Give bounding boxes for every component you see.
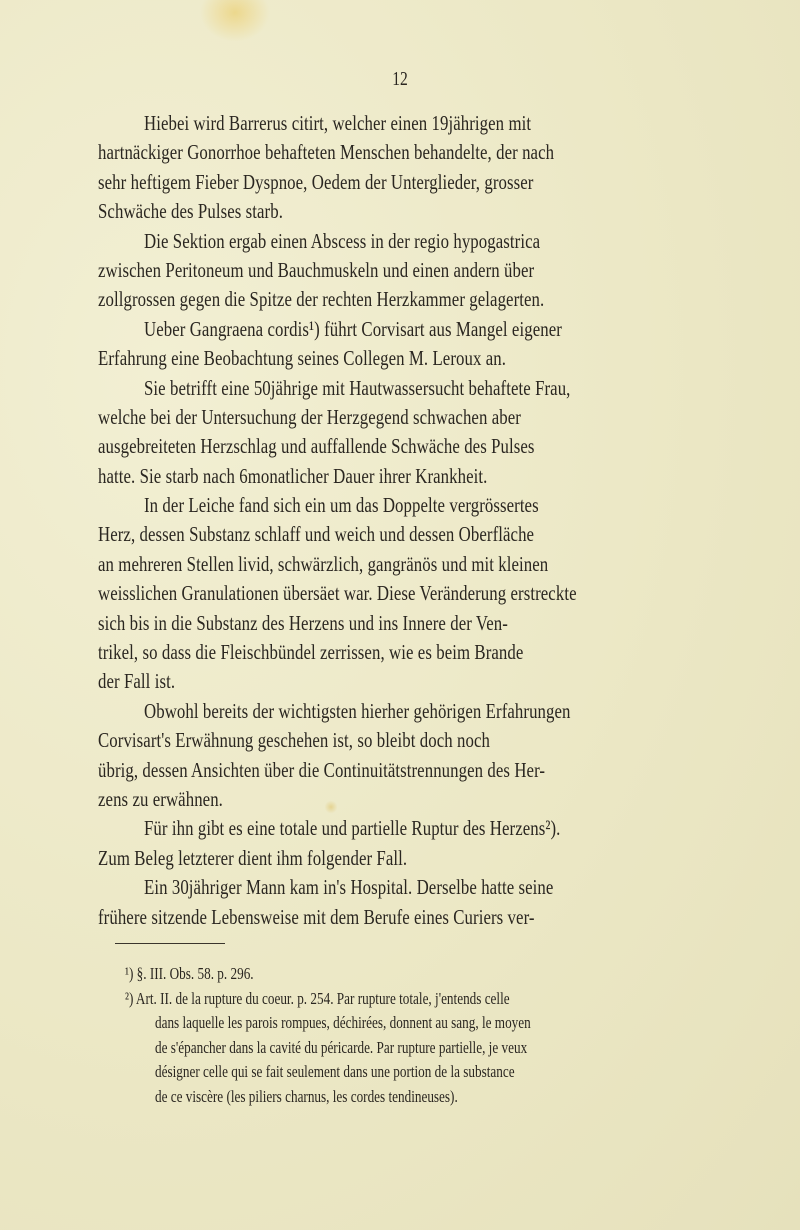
text-line [98,168,726,197]
text-line-content: Corvisart's Erwähnung geschehen ist, so bleibt doch noch [98,728,490,753]
text-line [98,697,726,726]
text-line-content: ausgebreiteten Herzschlag und auffallende Schwäche des Pulses [98,434,535,459]
text-line-content: frühere sitzende Lebensweise mit dem Berufe eines Curiers ver- [98,904,535,929]
text-line-content: Die Sektion ergab einen Abscess in der regio hypogastrica [144,228,541,253]
text-line [98,579,726,608]
footnote-line [125,987,725,1012]
footnote-text: de s'épancher dans la cavité du péricarde. Par rupture partielle, je veux [155,1037,528,1057]
text-line-content: Zum Beleg letzterer dient ihm folgender Fall. [98,845,408,870]
text-line-content: Herz, dessen Substanz schlaff und weich und dessen Oberfläche [98,522,535,547]
text-line-content: Für ihn gibt es eine totale und partielle Ruptur des Herzens²). [144,816,561,841]
text-line-content: sehr heftigem Fieber Dyspnoe, Oedem der Unterglieder, grosser [98,169,534,194]
text-line-content: zollgrossen gegen die Spitze der rechten Herzkammer gelagerten. [98,287,545,312]
footnote-text: de ce viscère (les piliers charnus, les cordes tendineuses). [155,1086,458,1106]
text-line [98,873,726,902]
text-line-content: Hiebei wird Barrerus citirt, welcher einen 19jährigen mit [144,111,532,135]
text-line-content: hatte. Sie starb nach 6monatlicher Dauer ihrer Krankheit. [98,463,488,488]
text-line-content: Sie betrifft eine 50jährige mit Hautwassersucht behaftete Frau, [144,375,571,400]
paper-stain [200,0,270,42]
text-line-content: Schwäche des Pulses starb. [98,199,283,224]
text-line [98,344,726,373]
text-line [98,227,726,256]
text-line [98,667,726,696]
footnote-text: désigner celle qui se fait seulement dans une portion de la substance [155,1062,515,1082]
footnote-line [125,962,725,987]
text-line [98,726,726,755]
text-line-content: an mehreren Stellen livid, schwärzlich, gangränös und mit kleinen [98,551,549,576]
text-line-content: Ein 30jähriger Mann kam in's Hospital. Derselbe hatte seine [144,875,554,900]
text-line-content: welche bei der Untersuchung der Herzgegend schwachen aber [98,404,521,429]
text-line [98,491,726,520]
footnotes [125,962,725,1110]
page-number: 12 [392,68,408,90]
footnote-text: dans laquelle les parois rompues, déchirées, donnent au sang, le moyen [155,1013,531,1033]
footnote-text: ¹) §. III. Obs. 58. p. 296. [125,964,254,983]
text-line [98,462,726,491]
footnote-text: ²) Art. II. de la rupture du coeur. p. 254. Par rupture totale, j'entends celle [125,988,510,1008]
text-line-content: sich bis in die Substanz des Herzens und ins Innere der Ven- [98,610,508,635]
text-line-content: hartnäckiger Gonorrhoe behafteten Menschen behandelte, der nach [98,140,555,165]
text-line [98,285,726,314]
text-line-content: In der Leiche fand sich ein um das Doppelte vergrössertes [144,493,539,518]
text-line-content: übrig, dessen Ansichten über die Continuitätstrennungen des Her- [98,757,546,782]
footnote-line [125,1085,725,1110]
text-line-content: zwischen Peritoneum und Bauchmuskeln und einen andern über [98,257,535,282]
footnote-divider [115,943,225,944]
text-line-content: zens zu erwähnen. [98,786,223,811]
text-line [98,785,726,814]
text-line [98,638,726,667]
footnote-line [125,1036,725,1061]
text-line [98,256,726,285]
text-line [98,814,726,843]
footnote-line [125,1060,725,1085]
text-line [98,138,726,167]
text-line [98,374,726,403]
text-line [98,520,726,549]
text-line-content: trikel, so dass die Fleischbündel zerrissen, wie es beim Brande [98,640,524,665]
text-line [98,844,726,873]
footnote-line [125,1011,725,1036]
text-line [98,403,726,432]
text-line [98,315,726,344]
text-line-content: Erfahrung eine Beobachtung seines Collegen M. Leroux an. [98,346,507,371]
text-line [98,432,726,461]
text-line [98,550,726,579]
text-line [98,609,726,638]
text-line [98,903,726,932]
text-line [98,197,726,226]
text-line-content: Obwohl bereits der wichtigsten hierher gehörigen Erfahrungen [144,698,571,723]
text-line [98,756,726,785]
text-line-content: weisslichen Granulationen übersäet war. Diese Veränderung erstreckte [98,581,577,606]
body-text [98,109,726,932]
text-line-content: Ueber Gangraena cordis¹) führt Corvisart aus Mangel eigener [144,316,562,341]
text-line-content: der Fall ist. [98,669,176,694]
text-line [98,109,726,138]
